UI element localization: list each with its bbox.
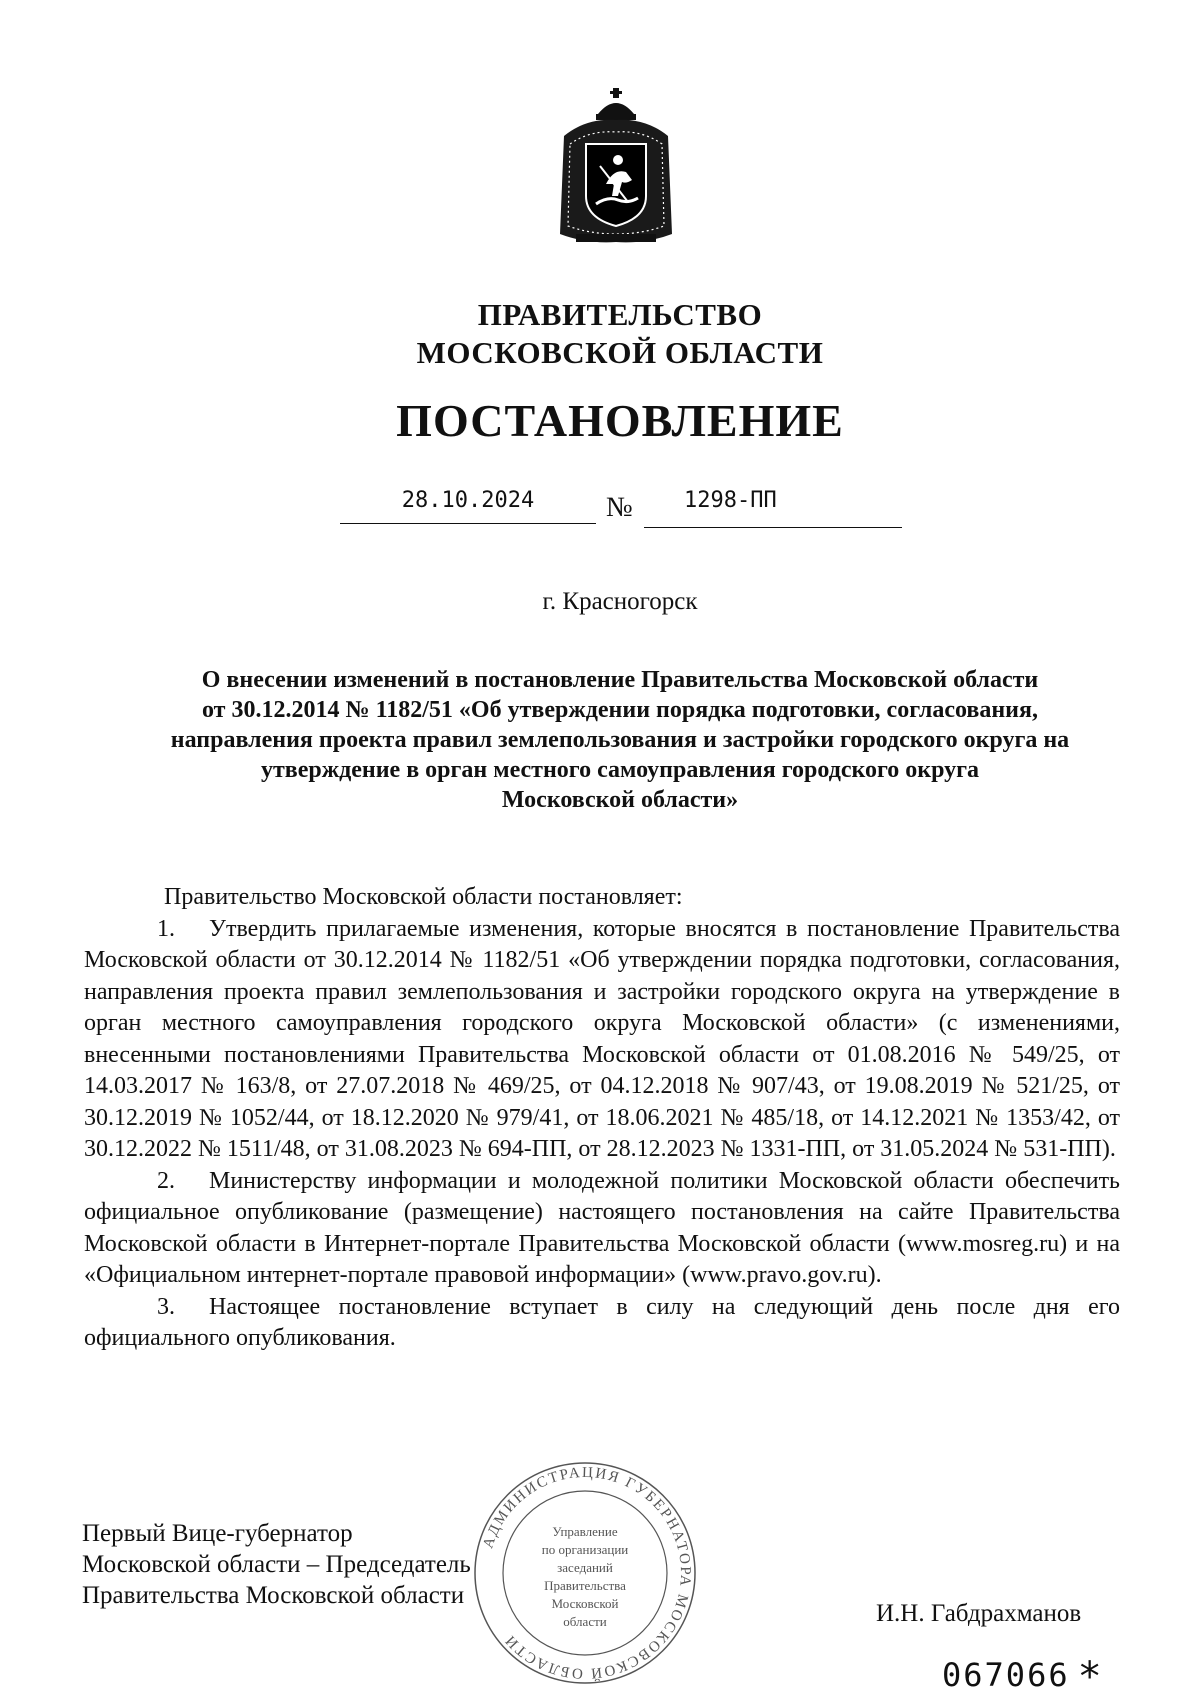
position-line: Московской области – Председатель — [82, 1551, 471, 1578]
position-line: Первый Вице-губернатор — [82, 1520, 353, 1547]
item-text: Настоящее постановление вступает в силу на следующий день после дня его официального опубликования. — [84, 1293, 1120, 1351]
document-date: 28.10.2024 — [401, 488, 535, 513]
title-line: Московской области» — [501, 787, 739, 813]
signatory-name: И.Н. Габдрахманов — [876, 1600, 1082, 1627]
official-stamp — [470, 1458, 700, 1688]
item-3 — [84, 1292, 1120, 1355]
serial-star-mark: * — [1077, 1654, 1104, 1700]
document-number: 1298-ПП — [684, 488, 777, 513]
date-underline — [340, 523, 596, 524]
title-line: от 30.12.2014 № 1182/51 «Об утверждении порядка подготовки, согласования, — [201, 697, 1038, 723]
item-text: Утвердить прилагаемые изменения, которые вносятся в постановление Правительства Московской области от 30.12.2014 № 1182/51 «Об утверждении порядка подготовки, согласования, направления проекта правил землепользования и застройки городского округа на утверждение в орган местного самоуправления городского округа Московской области» (с изменениями, внесенными постановлениями Правительства Московской области от 01.08.2016 № 549/25, от 14.03.2017 № 163/8, от 27.07.2018 № 469/25, от 04.12.2018 № 907/43, от 19.08.2019 № 521/25, от 30.12.2019 № 1052/44, от 18.12.2020 № 979/41, от 18.06.2021 № 485/18, от 14.12.2021 № 1353/42, от 30.12.2022 № 1511/48, от 31.08.2023 № 694-ПП, от 28.12.2023 № 1331-ПП, от 31.05.2024 № 531-ПП). — [84, 915, 1120, 1162]
number-underline — [644, 527, 902, 528]
stamp-outer-text: АДМИНИСТРАЦИЯ ГУБЕРНАТОРА МОСКОВСКОЙ ОБЛАСТИ — [480, 1464, 694, 1682]
stamp-inner-line: заседаний — [557, 1560, 613, 1575]
stamp-inner-line: Московской — [551, 1596, 619, 1611]
stamp-inner-line: области — [563, 1614, 607, 1629]
stamp-inner-line: Правительства — [544, 1578, 626, 1593]
item-1 — [84, 914, 1120, 1166]
title-line: О внесении изменений в постановление Правительства Московской области — [201, 667, 1039, 693]
document-body — [84, 882, 1120, 1355]
item-number: 3. — [157, 1293, 175, 1320]
intro-paragraph: Правительство Московской области постановляет: — [164, 884, 683, 910]
organization-name-line2: МОСКОВСКОЙ ОБЛАСТИ — [416, 335, 824, 370]
document-type: ПОСТАНОВЛЕНИЕ — [396, 395, 844, 446]
title-line: направления проекта правил землепользования и застройки городского округа на — [170, 727, 1070, 753]
title-line: утверждение в орган местного самоуправления городского округа — [260, 757, 980, 783]
serial-number — [942, 1650, 1104, 1700]
city: г. Красногорск — [542, 588, 698, 615]
position-line: Правительства Московской области — [82, 1582, 465, 1609]
stamp-inner-line: Управление — [552, 1524, 618, 1539]
item-number: 2. — [157, 1167, 175, 1194]
signatory-position — [82, 1518, 471, 1611]
organization-name-line1: ПРАВИТЕЛЬСТВО — [477, 297, 763, 332]
item-text: Министерству информации и молодежной политики Московской области обеспечить официальное опубликование (размещение) настоящего постановления на сайте Правительства Московской области в Интернет-портале Правительства Московской области (www.mosreg.ru) и на «Официальном интернет-портале правовой информации» (www.pravo.gov.ru). — [84, 1167, 1120, 1288]
item-2 — [84, 1166, 1120, 1292]
serial-digits: 067066 — [942, 1656, 1070, 1694]
stamp-inner-line: по организации — [541, 1542, 629, 1557]
coat-of-arms-emblem — [556, 84, 676, 254]
number-sign: № — [606, 492, 633, 523]
item-number: 1. — [157, 915, 175, 942]
document-title — [120, 665, 1120, 815]
